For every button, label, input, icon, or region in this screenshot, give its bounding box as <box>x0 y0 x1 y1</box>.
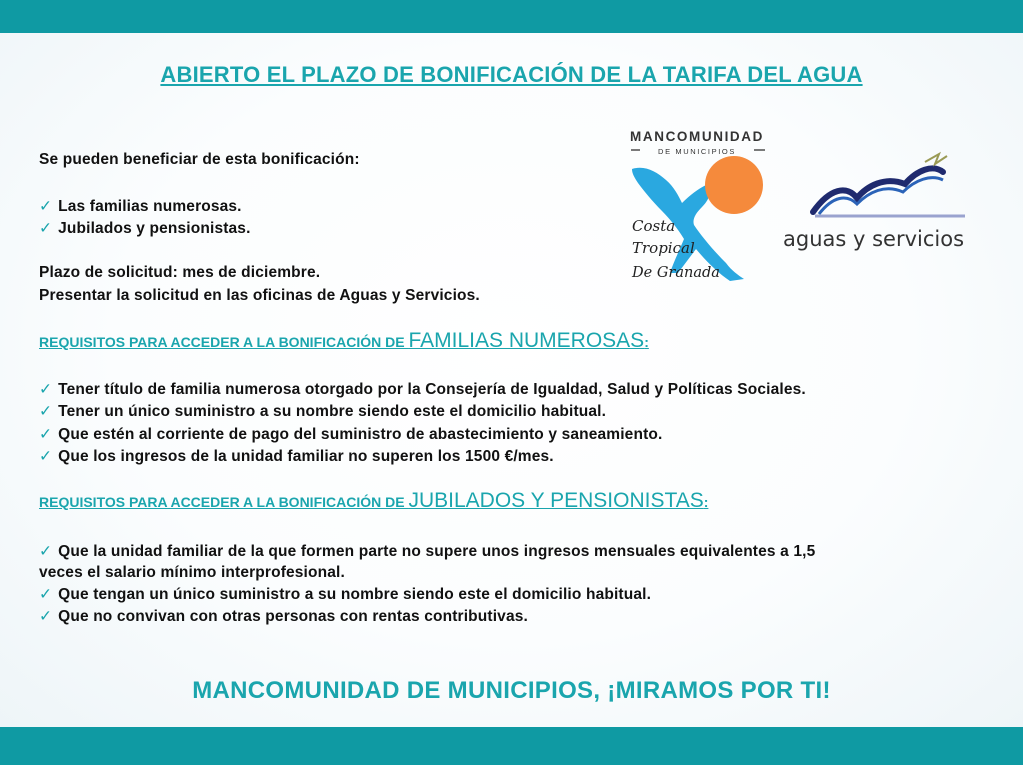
req-highlight: JUBILADOS Y PENSIONISTAS <box>408 489 704 512</box>
beneficiary-label: Jubilados y pensionistas. <box>58 220 251 237</box>
logo-mancomunidad-title: MANCOMUNIDAD <box>630 129 764 144</box>
requirement-item <box>39 447 554 466</box>
check-icon: ✓ <box>39 198 53 215</box>
check-icon: ✓ <box>39 403 53 420</box>
requirement-label: Que no convivan con otras personas con rentas contributivas. <box>58 608 528 625</box>
submit-text: Presentar la solicitud en las oficinas de Aguas y Servicios. <box>39 287 480 304</box>
requirement-label: Que estén al corriente de pago del suministro de abastecimiento y saneamiento. <box>58 426 663 443</box>
req-suffix: : <box>644 334 649 350</box>
requirement-label: Que la unidad familiar de la que formen parte no supere unos ingresos mensuales equivalentes a 1,5 <box>58 543 816 560</box>
requirement-label: Que tengan un único suministro a su nombre siendo este el domicilio habitual. <box>58 586 652 603</box>
check-icon: ✓ <box>39 586 53 603</box>
logo-aguas-text: aguas y servicios <box>783 227 965 251</box>
logo-orange-circle <box>705 156 763 214</box>
requirement-label: Que los ingresos de la unidad familiar no superen los 1500 €/mes. <box>58 448 554 465</box>
logo-mancomunidad-sub: DE MUNICIPIOS <box>658 147 736 156</box>
check-icon: ✓ <box>39 608 53 625</box>
req-prefix: REQUISITOS PARA ACCEDER A LA BONIFICACIÓN DE <box>39 334 409 350</box>
check-icon: ✓ <box>39 426 53 443</box>
check-icon: ✓ <box>39 220 53 237</box>
check-icon: ✓ <box>39 448 53 465</box>
requirement-item <box>39 542 815 561</box>
req-prefix: REQUISITOS PARA ACCEDER A LA BONIFICACIÓN DE <box>39 494 409 510</box>
beneficiary-label: Las familias numerosas. <box>58 198 242 215</box>
logo-line2: Tropical <box>632 239 695 257</box>
logo-line3: De Granada <box>632 265 720 281</box>
beneficiary-item <box>39 197 242 216</box>
logo-line1: Costa <box>632 217 676 235</box>
req-highlight: FAMILIAS NUMEROSAS <box>408 329 645 352</box>
requirement-label: Tener un único suministro a su nombre siendo este el domicilio habitual. <box>58 403 607 420</box>
requirement-item <box>39 380 806 399</box>
deadline-text: Plazo de solicitud: mes de diciembre. <box>39 264 321 281</box>
footer-slogan: MANCOMUNIDAD DE MUNICIPIOS, ¡MIRAMOS POR TI! <box>192 677 831 704</box>
top-band <box>0 0 1023 33</box>
requirement-item <box>39 607 528 626</box>
requirements-heading-numerosas <box>39 329 649 353</box>
requirement-item <box>39 585 651 604</box>
check-icon: ✓ <box>39 543 53 560</box>
requirements-heading-jubilados <box>39 489 708 513</box>
requirement-label: Tener título de familia numerosa otorgado por la Consejería de Igualdad, Salud y Políticas Sociales. <box>58 381 806 398</box>
requirement-item <box>39 425 662 444</box>
req-suffix: : <box>703 494 709 510</box>
bottom-band <box>0 727 1023 765</box>
requirement-item-continuation: veces el salario mínimo interprofesional. <box>39 564 345 581</box>
check-icon: ✓ <box>39 381 53 398</box>
page-title: ABIERTO EL PLAZO DE BONIFICACIÓN DE LA TARIFA DEL AGUA <box>160 62 863 87</box>
intro-text: Se pueden beneficiar de esta bonificación: <box>39 151 360 168</box>
logo-accent-stroke <box>925 154 947 164</box>
mancomunidad-logo <box>622 125 772 285</box>
requirement-item <box>39 402 606 421</box>
beneficiary-item <box>39 219 251 238</box>
aguas-y-servicios-logo <box>775 140 1005 255</box>
